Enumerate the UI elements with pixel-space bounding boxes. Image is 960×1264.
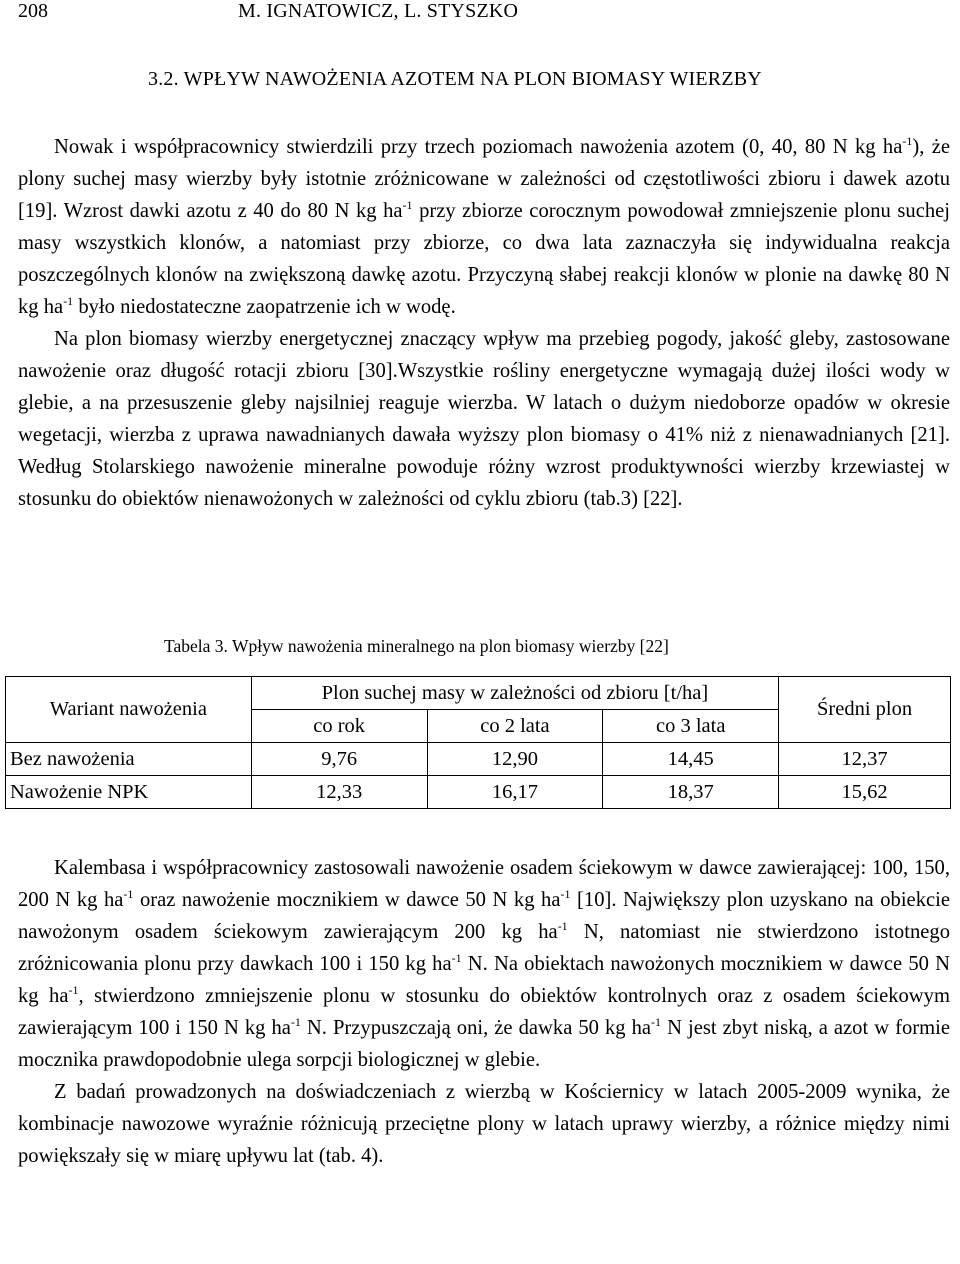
text-run: przy zbiorze corocznym powodował zmniejszenie plonu suchej masy wszystkich klonów, a natomiast przy zbiorze, co dwa lata zaznaczyła się indywidualna reakcja poszczególnych klonów na zwiększoną dawkę azotu. Przyczyną słabej reakcji klonów w plonie na dawkę 80 N kg ha <box>18 200 950 318</box>
table-cell: 16,17 <box>427 776 603 809</box>
superscript: -1 <box>557 919 568 933</box>
running-header-authors: M. IGNATOWICZ, L. STYSZKO <box>238 0 519 22</box>
header-yield-group: Plon suchej masy w zależności od zbioru [t/ha] <box>251 677 778 710</box>
superscript: -1 <box>63 294 74 308</box>
row-label: Bez nawożenia <box>6 743 252 776</box>
table-cell: 12,37 <box>779 743 951 776</box>
paragraph-weather: Na plon biomasy wierzby energetycznej znaczący wpływ ma przebieg pogody, jakość gleby, zastosowane nawożenie oraz długość rotacji zbioru [30].Wszystkie rośliny energetyczne wymagają dużej ilości wody w glebie, a na przesuszenie gleby najsilniej reaguje wierzba. W latach o dużym niedoborze opadów w okresie wegetacji, wierzba z uprawa nawadnianych dawała wyższy plon biomasy o 41% niż z nienawadnianych [21]. Według Stolarskiego nawożenie mineralne powoduje różny wzrost produktywności wierzby krzewiastej w stosunku do obiektów nienawożonych w zależności od cyklu zbioru (tab.3) [22]. <box>18 328 950 510</box>
table-header-row <box>6 677 951 710</box>
text-run: Kalembasa i współpracownicy zastosowali nawożenie osadem ściekowym w dawce zawierającej: 100, 150, 200 N kg ha <box>18 857 950 911</box>
header-annual: co rok <box>251 710 427 743</box>
text-run: , stwierdzono zmniejszenie plonu w stosunku do obiektów kontrolnych oraz z osadem ściekowym zawierającym 100 i 150 N kg ha <box>18 985 950 1039</box>
table-caption: Tabela 3. Wpływ nawożenia mineralnego na plon biomasy wierzby [22] <box>164 636 669 656</box>
paragraph-nowak <box>18 131 950 323</box>
superscript: -1 <box>451 951 462 965</box>
superscript: -1 <box>402 198 413 212</box>
text-run: N, natomiast nie stwierdzono istotnego zróżnicowania plonu przy dawkach 100 i 150 kg ha <box>18 921 950 975</box>
table-row <box>6 776 951 809</box>
superscript: -1 <box>290 1015 301 1029</box>
table-cell: 12,33 <box>251 776 427 809</box>
text-run: N. Przypuszczają oni, że dawka 50 kg ha <box>300 1017 652 1039</box>
header-biennial: co 2 lata <box>427 710 603 743</box>
paragraph-kalembasa <box>18 852 950 1076</box>
row-label: Nawożenie NPK <box>6 776 252 809</box>
header-triennial: co 3 lata <box>603 710 779 743</box>
table-cell: 9,76 <box>251 743 427 776</box>
section-title: 3.2. WPŁYW NAWOŻENIA AZOTEM NA PLON BIOMASY WIERZBY <box>148 68 762 90</box>
header-variant: Wariant nawożenia <box>6 677 252 743</box>
header-mean: Średni plon <box>779 677 951 743</box>
text-run: Nowak i współpracownicy stwierdzili przy trzech poziomach nawożenia azotem (0, 40, 80 N kg ha <box>54 136 903 158</box>
text-run: oraz nawożenie mocznikiem w dawce 50 N kg ha <box>133 889 561 911</box>
table-cell: 18,37 <box>603 776 779 809</box>
body-paragraphs-bottom <box>18 852 950 1172</box>
text-run: N. Na obiektach nawożonych mocznikiem w dawce 50 N kg ha <box>18 953 950 1007</box>
superscript: -1 <box>902 134 913 148</box>
page-number: 208 <box>18 0 48 22</box>
table-cell: 12,90 <box>427 743 603 776</box>
table-cell: 14,45 <box>603 743 779 776</box>
text-run: [10]. Największy plon uzyskano na obiekcie nawożonym osadem ściekowym zawierającym 200 kg ha <box>18 889 950 943</box>
yield-table <box>5 676 951 809</box>
superscript: -1 <box>651 1015 662 1029</box>
superscript: -1 <box>560 887 571 901</box>
paragraph-koscierница: Z badań prowadzonych na doświadczeniach z wierzbą w Kościernicy w latach 2005-2009 wynika, że kombinacje nawozowe wyraźnie różnicują przeciętne plony w latach uprawy wierzby, a różnice między nimi powiększały się w miarę upływu lat (tab. 4). <box>18 1081 950 1167</box>
text-run: było niedostateczne zaopatrzenie ich w wodę. <box>73 296 456 318</box>
table-cell: 15,62 <box>779 776 951 809</box>
superscript: -1 <box>68 983 79 997</box>
running-header <box>18 0 950 30</box>
text-run: ), że plony suchej masy wierzby były istotnie zróżnicowane w zależności od częstotliwości zbioru i dawek azotu [19]. Wzrost dawki azotu z 40 do 80 N kg ha <box>18 136 950 222</box>
text-run: N jest zbyt niską, a azot w formie mocznika prawdopodobnie ulega sorpcji biologicznej w glebie. <box>18 1017 951 1071</box>
table-row <box>6 743 951 776</box>
superscript: -1 <box>123 887 134 901</box>
body-paragraphs-top <box>18 131 950 515</box>
